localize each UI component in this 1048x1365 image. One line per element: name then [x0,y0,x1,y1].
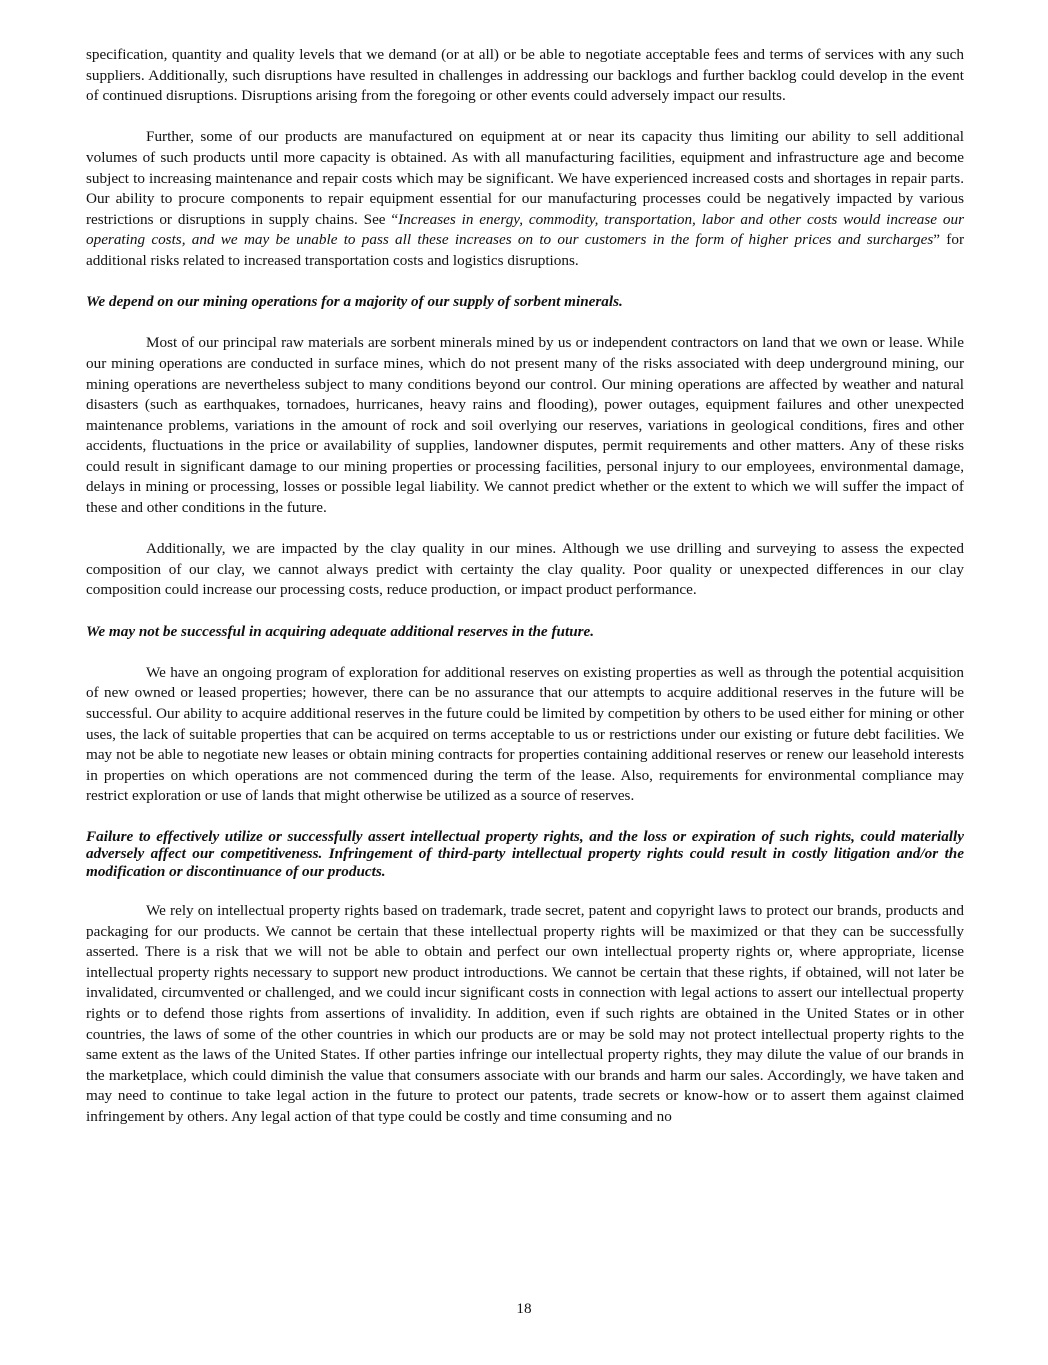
heading-intellectual-property: Failure to effectively utilize or successfully assert intellectual property rights, and the loss or expiration of such rights, could materially adversely affect our competitiveness. Infringement of third-party intellectual property rights could result in costly litigation and/or the modification or discontinuance of our products. [86,827,964,880]
paragraph-clay-quality: Additionally, we are impacted by the clay quality in our mines. Although we use drilling and surveying to assess the expected composition of our clay, we cannot always predict with certainty the clay quality. Poor quality or unexpected differences in our clay composition could increase our processing costs, reduce production, or impact product performance. [86,540,964,599]
paragraph-equipment-capacity-tail: ” for additional risks related to increased transportation costs and logistics disruptions. [86,231,964,269]
paragraph-supplier-disruptions: specification, quantity and quality levels that we demand (or at all) or be able to negotiate acceptable fees and terms of services with any such suppliers. Additionally, such disruptions have resulted in challenges in addressing our backlogs and further backlog could develop in the event of continued disruptions. Disruptions arising from the foregoing or other events could adversely impact our results. [86,46,964,105]
heading-additional-reserves: We may not be successful in acquiring adequate additional reserves in the future. [86,622,595,640]
page-number: 18 [516,1300,532,1317]
paragraph-exploration-program: We have an ongoing program of exploration for additional reserves on existing properties as well as through the potential acquisition of new owned or leased properties; however, there can be no assurance that our attempts to acquire additional reserves in the future will be successful. Our ability to acquire additional reserves in the future could be limited by competition by others to be used either for mining or other uses, the lack of suitable properties that can be acquired on terms acceptable to us or restrictions under our existing or future debt facilities. We may not be able to negotiate new leases or obtain mining contracts for properties containing additional reserves or renew our leasehold interests in properties on which operations are not commenced during the term of the lease. Also, requirements for environmental compliance may restrict exploration or use of lands that might otherwise be utilized as a source of reserves. [86,663,964,805]
paragraph-equipment-capacity [86,127,964,271]
paragraph-equipment-capacity-text: Further, some of our products are manufactured on equipment at or near its capacity thus limiting our ability to sell additional volumes of such products until more capacity is obtained. As with all manufacturing facilities, equipment and infrastructure age and become subject to increasing maintenance and repair costs which may be significant. We have experienced increased costs and shortages in repair parts. Our ability to procure components to repair equipment essential for our manufacturing processes could be negatively impacted by various restrictions or disruptions in supply chains. See “ [86,128,964,228]
paragraph-mining-risks: Most of our principal raw materials are sorbent minerals mined by us or independent contractors on land that we own or lease. While our mining operations are conducted in surface mines, which do not present many of the risks associated with deep underground mining, our mining operations are nevertheless subject to many conditions beyond our control. Our mining operations are affected by weather and natural disasters (such as earthquakes, tornadoes, hurricanes, heavy rains and flooding), power outages, equipment failures and other unexpected maintenance problems, variations in the amount of rock and soil overlying our reserves, variations in geological conditions, fires and other accidents, fluctuations in the price or availability of supplies, landowner disputes, permit requirements and other matters. Any of these risks could result in significant damage to our mining properties or processing facilities, personal injury to our employees, environmental damage, delays in mining or processing, losses or possible legal liability. We cannot predict whether or the extent to which we will suffer the impact of these and other conditions in the future. [86,334,964,517]
document-page [86,45,964,1148]
paragraph-intellectual-property-rights: We rely on intellectual property rights based on trademark, trade secret, patent and copyright laws to protect our brands, products and packaging for our products. We cannot be certain that these intellectual property rights will be maximized or that they can be successfully asserted. There is a risk that we will not be able to obtain and perfect our own intellectual property rights or, where appropriate, license intellectual property rights necessary to support new product introductions. We cannot be certain that these rights, if obtained, will not later be invalidated, circumvented or challenged, and we could incur significant costs in connection with legal actions to assert our intellectual property rights or to defend those rights from assertions of invalidity. In addition, even if such rights are obtained in the United States or in other countries, the laws of some of the other countries in which our products are or may be sold may not protect intellectual property rights to the same extent as the laws of the United States. If other parties infringe our intellectual property rights, they may dilute the value of our brands in the marketplace, which could diminish the value that consumers associate with our brands and harm our sales. Accordingly, we have taken and may need to continue to take legal action in the future to protect our patents, trade secrets or know-how or to assert them against claimed infringement by others. Any legal action of that type could be costly and time consuming and no [86,901,964,1125]
heading-mining-operations: We depend on our mining operations for a majority of our supply of sorbent minerals. [86,293,623,311]
cross-reference-risk-factor: Increases in energy, commodity, transportation, labor and other costs would increase our operating costs, and we may be unable to pass all these increases on to our customers in the form of higher prices and surcharges [86,210,964,249]
